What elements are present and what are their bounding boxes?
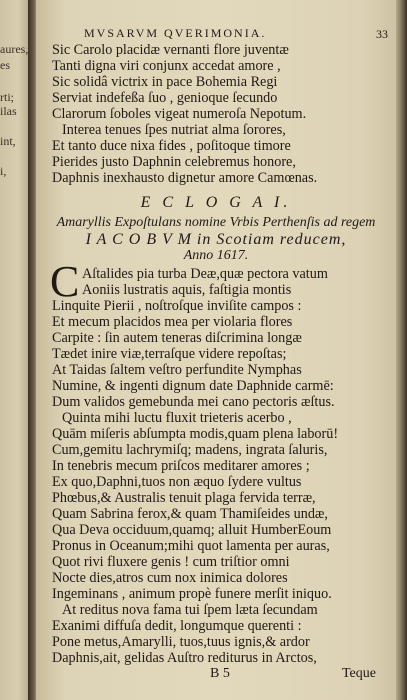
- left-page-fragment: rti;: [0, 90, 14, 104]
- verse-line: Exanimi diffuſa dedit, longumque querenti :: [52, 618, 302, 634]
- left-page-fragment: aures,: [0, 42, 29, 56]
- page-text: [36, 0, 396, 700]
- verse-line: Sic solidâ victrix in pace Bohemia Regi: [52, 74, 278, 90]
- verse-line: Serviat indefeßa ſuo , genioque ſecundo: [52, 90, 278, 106]
- verse-line: Numine, & ingenti dignum date Daphnide carmē:: [52, 378, 334, 394]
- verse-line: Qua Deva occiduum,quamq; alluit HumberEoum: [52, 522, 332, 538]
- verse-line: Pone metus,Amarylli, tuos,tuus ignis,& ardor: [52, 634, 310, 650]
- left-page-fragment: es: [0, 58, 10, 72]
- signature-mark: B 5: [210, 666, 230, 681]
- right-page: [36, 0, 396, 700]
- verse-line: Pronus in Oceanum;mihi quot lamenta per auras,: [52, 538, 330, 554]
- left-page-fragment: i,: [0, 164, 7, 178]
- verse-line: Et mecum placidos mea per violaria flores: [52, 314, 293, 330]
- verse-line: Dum validos gemebunda mei cano pectoris æſtus.: [52, 394, 335, 410]
- verse-line: Daphnis inexhausto dignetur amore Camœnas.: [52, 170, 318, 186]
- verse-line: Phœbus,& Australis tenuit plaga fervida terræ,: [52, 490, 316, 506]
- verse-line: Daphnis,ait, gelidas Auſtro rediturus in Arctos,: [52, 650, 317, 666]
- verse-line: Aoniis lustratis aquis, faſtigia montis: [82, 282, 292, 298]
- verse-line: Cum,gemitu lachrymiſq; madens, ingrata ſaluris,: [52, 442, 328, 458]
- page-number: 33: [376, 27, 388, 41]
- eclogue-subtitle: Amaryllis Expoſtulans nomine Vrbis Perthenſis ad regem: [56, 215, 376, 230]
- verse-line: Sic Carolo placidæ vernanti flore juventæ: [52, 42, 289, 58]
- verse-line: Quam Sabrina ferox,& quam Thamiſeides undæ,: [52, 506, 328, 522]
- verse-line: Tædet inire viæ,terraſque videre repoſtas;: [52, 346, 287, 362]
- verse-line: At Taidas ſaltem veſtro perfundite Nymphas: [52, 362, 302, 378]
- running-head: MVSARVM QVERIMONIA.: [84, 26, 267, 40]
- verse-line: Tanti digna viri conjunx accedat amore ,: [52, 58, 281, 74]
- left-page-fragment: ilas: [0, 104, 17, 118]
- catchword: Teque: [341, 666, 376, 681]
- verse-line: Interea tenues ſpes nutriat alma ſorores,: [62, 122, 286, 138]
- verse-line: Carpite : ſin autem teneras diſcrimina longæ: [52, 330, 302, 346]
- verse-line: Aſtalides pia turba Deæ,quæ pectora vatum: [82, 266, 328, 282]
- eclogue-title: E C L O G A I.: [140, 194, 292, 211]
- left-page-edge: [0, 0, 30, 700]
- verse-line: Linquite Pierii , noſtroſque inviſite campos :: [52, 298, 302, 314]
- verse-line: At reditus nova fama tui ſpem læta ſecundam: [62, 602, 318, 618]
- page-header: [36, 26, 396, 42]
- page-edge: [396, 0, 407, 700]
- verse-line: Quot rivi fluxere genis ! cum triſtior omni: [52, 554, 290, 570]
- eclogue-subtitle: I A C O B V M in Scotiam reducem,: [85, 231, 347, 248]
- verse-line: Quinta mihi luctu fluxit trieteris acerbo ,: [62, 410, 292, 426]
- verse-line: In tenebris mecum priſcos meditarer amores ;: [52, 458, 310, 474]
- verse-line: Nocte dies,atros cum nox inimica dolores: [52, 570, 288, 586]
- verse-line: Ingeminans , animum propè funere merſit iniquo.: [52, 586, 332, 602]
- verse-line: Pierides justo Daphnin celebremus honore,: [52, 154, 296, 170]
- drop-cap: C: [50, 257, 80, 306]
- verse-line: Quām miſeris abſumpta modis,quam plena laborū!: [52, 426, 339, 442]
- verse-line: Clarorum ſoboles vigeat numeroſa Nepotum.: [52, 106, 307, 122]
- left-page-fragment: int,: [0, 134, 16, 148]
- eclogue-subtitle: Anno 1617.: [183, 248, 249, 263]
- verse-line: Et tanto duce nixa fides , poſitoque timore: [52, 138, 291, 154]
- verse-line: Ex quo,Daphni,tuos non æquo ſydere vultus: [52, 474, 302, 490]
